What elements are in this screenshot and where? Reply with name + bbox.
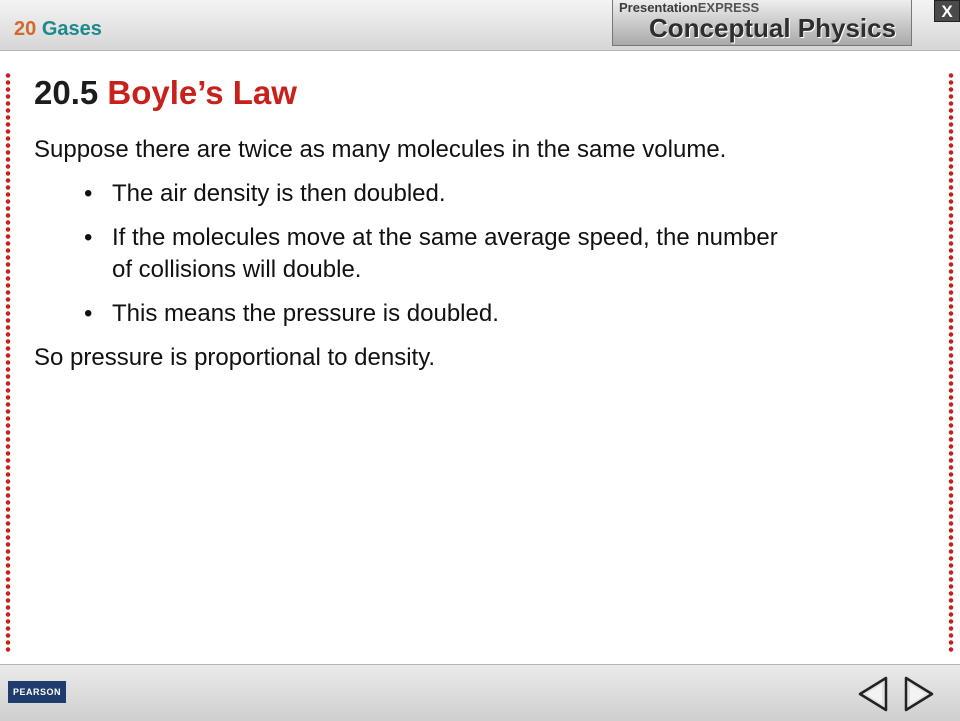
close-button[interactable]: X (934, 0, 960, 22)
brand-title: Conceptual Physics (649, 13, 897, 43)
bullet-text: This means the pressure is doubled. (112, 300, 499, 327)
brand-logo (612, 0, 912, 46)
bullet-text: The air density is then doubled. (112, 180, 446, 207)
slide-title (34, 74, 297, 112)
triangle-right-icon (902, 675, 936, 713)
chapter-name: Gases (41, 18, 102, 40)
bullet-list (34, 178, 794, 330)
pearson-logo: PEARSON (8, 681, 66, 703)
bullet-item (34, 178, 794, 210)
slide-content (34, 134, 794, 386)
conclusion-text: So pressure is proportional to density. (34, 344, 436, 371)
bullet-icon: • (84, 180, 93, 207)
right-dotted-border (948, 72, 954, 652)
bullet-icon: • (84, 300, 93, 327)
section-title: Boyle’s Law (107, 74, 297, 111)
section-number: 20.5 (34, 74, 99, 111)
intro-text: Suppose there are twice as many molecules in the same volume. (34, 136, 727, 163)
chapter-label (14, 18, 102, 41)
brand-express: EXPRESS (697, 0, 760, 15)
next-slide-button[interactable] (902, 675, 936, 713)
top-bar (0, 0, 960, 51)
triangle-left-icon (856, 675, 890, 713)
bullet-item (34, 298, 794, 330)
brand-presentation: Presentation (619, 0, 698, 15)
bullet-item (34, 222, 794, 286)
bottom-bar (0, 664, 960, 721)
chapter-number: 20 (14, 18, 37, 40)
previous-slide-button[interactable] (856, 675, 890, 713)
bullet-icon: • (84, 224, 93, 251)
bullet-text: If the molecules move at the same average speed, the number of collisions will double. (112, 224, 778, 283)
left-dotted-border (5, 72, 11, 652)
